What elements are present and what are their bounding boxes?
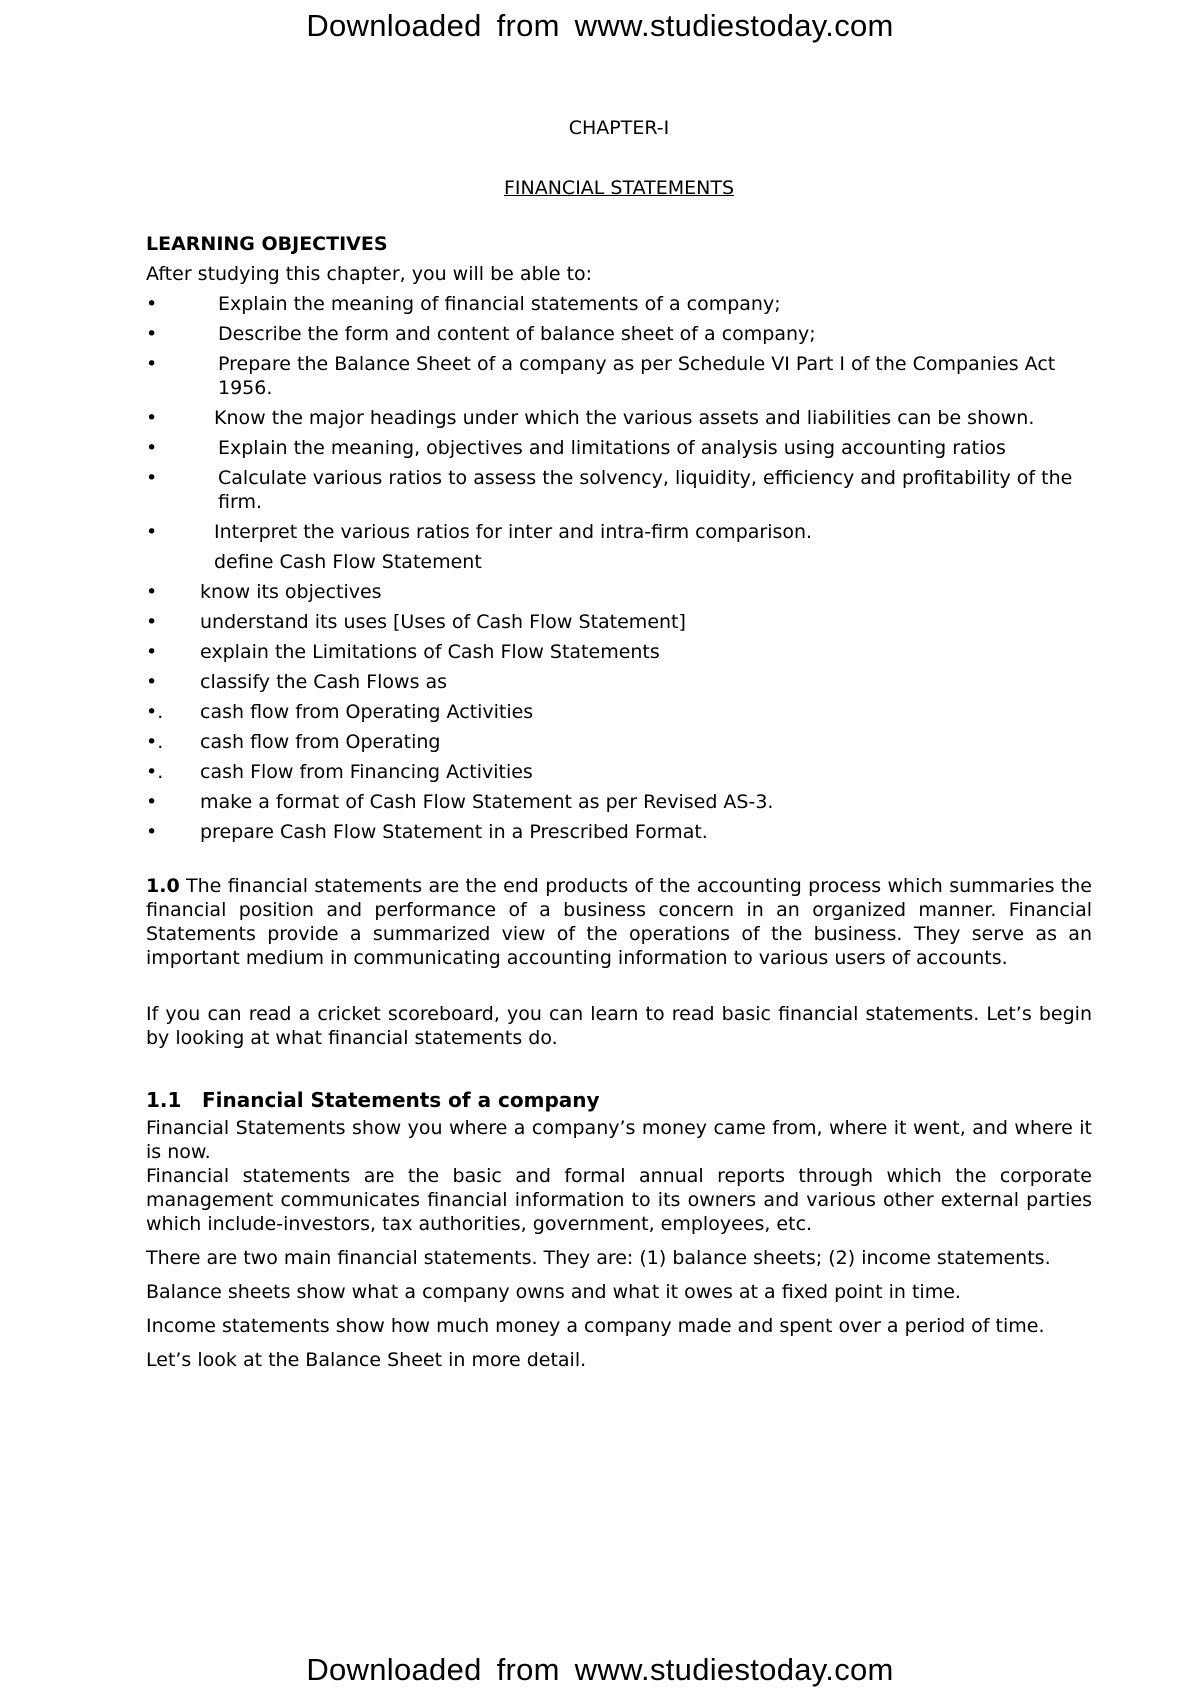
section-1-0-number: 1.0 — [146, 875, 180, 897]
list-item-text: Calculate various ratios to assess the solvency, liquidity, efficiency and profitability of the firm. — [218, 467, 1073, 513]
section-1-1-number: 1.1 — [146, 1088, 182, 1112]
list-item — [146, 610, 1092, 634]
bullet-mark: • — [146, 521, 158, 543]
bullet-mark: • — [146, 467, 158, 489]
list-item-text: understand its uses [Uses of Cash Flow Statement] — [200, 611, 686, 633]
learning-objectives-list — [146, 292, 1092, 844]
section-1-0-paragraph — [146, 874, 1092, 970]
list-item — [146, 436, 1092, 460]
list-item — [146, 520, 1092, 544]
list-item-text: Explain the meaning, objectives and limitations of analysis using accounting ratios — [218, 437, 1006, 459]
section-1-0-text: The financial statements are the end products of the accounting process which summaries the financial position and performance of a business concern in an organized manner. Financial Statements provide a summarized view of the operations of the business. They serve as an important medium in communicating accounting information to various users of accounts. — [146, 875, 1093, 969]
list-item — [146, 322, 1092, 346]
list-item — [146, 352, 1092, 400]
bullet-mark: •. — [146, 731, 164, 753]
list-item — [146, 292, 1092, 316]
page-title: FINANCIAL STATEMENTS — [503, 177, 735, 199]
section-1-1-title: Financial Statements of a company — [202, 1088, 600, 1112]
bullet-mark: • — [146, 437, 158, 459]
list-item-text: make a format of Cash Flow Statement as per Revised AS-3. — [200, 791, 774, 813]
bullet-mark: • — [146, 671, 158, 693]
list-item-text: cash flow from Operating Activities — [200, 701, 534, 723]
page-content — [146, 116, 1092, 1372]
bullet-mark: • — [146, 353, 158, 375]
section-1-1-heading — [146, 1086, 1092, 1114]
list-item — [146, 550, 1092, 574]
section-1-1-paragraph: Income statements show how much money a company made and spent over a period of time. — [146, 1315, 1045, 1337]
chapter-label: CHAPTER-I — [568, 117, 670, 139]
list-item — [146, 580, 1092, 604]
list-item-text: cash Flow from Financing Activities — [200, 761, 533, 783]
list-item-text: Know the major headings under which the various assets and liabilities can be shown. — [214, 407, 1035, 429]
list-item — [146, 640, 1092, 664]
list-item — [146, 466, 1092, 514]
list-item — [146, 820, 1092, 844]
watermark-top: Downloaded from www.studiestoday.com — [306, 8, 894, 43]
list-item-text: explain the Limitations of Cash Flow Statements — [200, 641, 660, 663]
bullet-mark: •. — [146, 701, 164, 723]
list-item — [146, 406, 1092, 430]
list-item-text: prepare Cash Flow Statement in a Prescribed Format. — [200, 821, 708, 843]
bullet-mark: • — [146, 641, 158, 663]
bullet-mark: •. — [146, 761, 164, 783]
list-item — [146, 700, 1092, 724]
list-item-text: classify the Cash Flows as — [200, 671, 448, 693]
bullet-mark: • — [146, 293, 158, 315]
list-item — [146, 730, 1092, 754]
list-item — [146, 760, 1092, 784]
bullet-mark: • — [146, 611, 158, 633]
watermark-bottom: Downloaded from www.studiestoday.com — [306, 1652, 894, 1687]
list-item-text: Interpret the various ratios for inter and intra-firm comparison. — [214, 521, 813, 543]
list-item — [146, 790, 1092, 814]
list-item-text: Prepare the Balance Sheet of a company as per Schedule VI Part I of the Companies Act 1956. — [218, 353, 1056, 399]
list-item-text: Describe the form and content of balance sheet of a company; — [218, 323, 816, 345]
section-1-1-paragraph: Balance sheets show what a company owns and what it owes at a fixed point in time. — [146, 1281, 961, 1303]
list-item-text: know its objectives — [200, 581, 382, 603]
section-1-1-paragraph: Let’s look at the Balance Sheet in more detail. — [146, 1349, 587, 1371]
bullet-mark: • — [146, 323, 158, 345]
learning-objectives-intro: After studying this chapter, you will be able to: — [146, 263, 593, 285]
bullet-mark: • — [146, 791, 158, 813]
list-item-text: define Cash Flow Statement — [214, 551, 482, 573]
list-item-text: cash flow from Operating — [200, 731, 441, 753]
bullet-mark: • — [146, 821, 158, 843]
section-1-1-paragraph: Financial Statements show you where a company’s money came from, where it went, and where it is now. — [146, 1117, 1092, 1163]
list-item — [146, 670, 1092, 694]
bullet-mark: • — [146, 407, 158, 429]
learning-objectives-heading: LEARNING OBJECTIVES — [146, 233, 388, 255]
cricket-paragraph: If you can read a cricket scoreboard, you can learn to read basic financial statements. Let’s begin by looking at what financial statements do. — [146, 1003, 1092, 1049]
section-1-1-paragraph: Financial statements are the basic and formal annual reports through which the corporate management communicates financial information to its owners and various other external parties which include-investors, tax authorities, government, employees, etc. — [146, 1165, 1092, 1235]
section-1-1-paragraph: There are two main financial statements. They are: (1) balance sheets; (2) income statements. — [146, 1247, 1051, 1269]
bullet-mark: • — [146, 581, 158, 603]
list-item-text: Explain the meaning of financial statements of a company; — [218, 293, 781, 315]
